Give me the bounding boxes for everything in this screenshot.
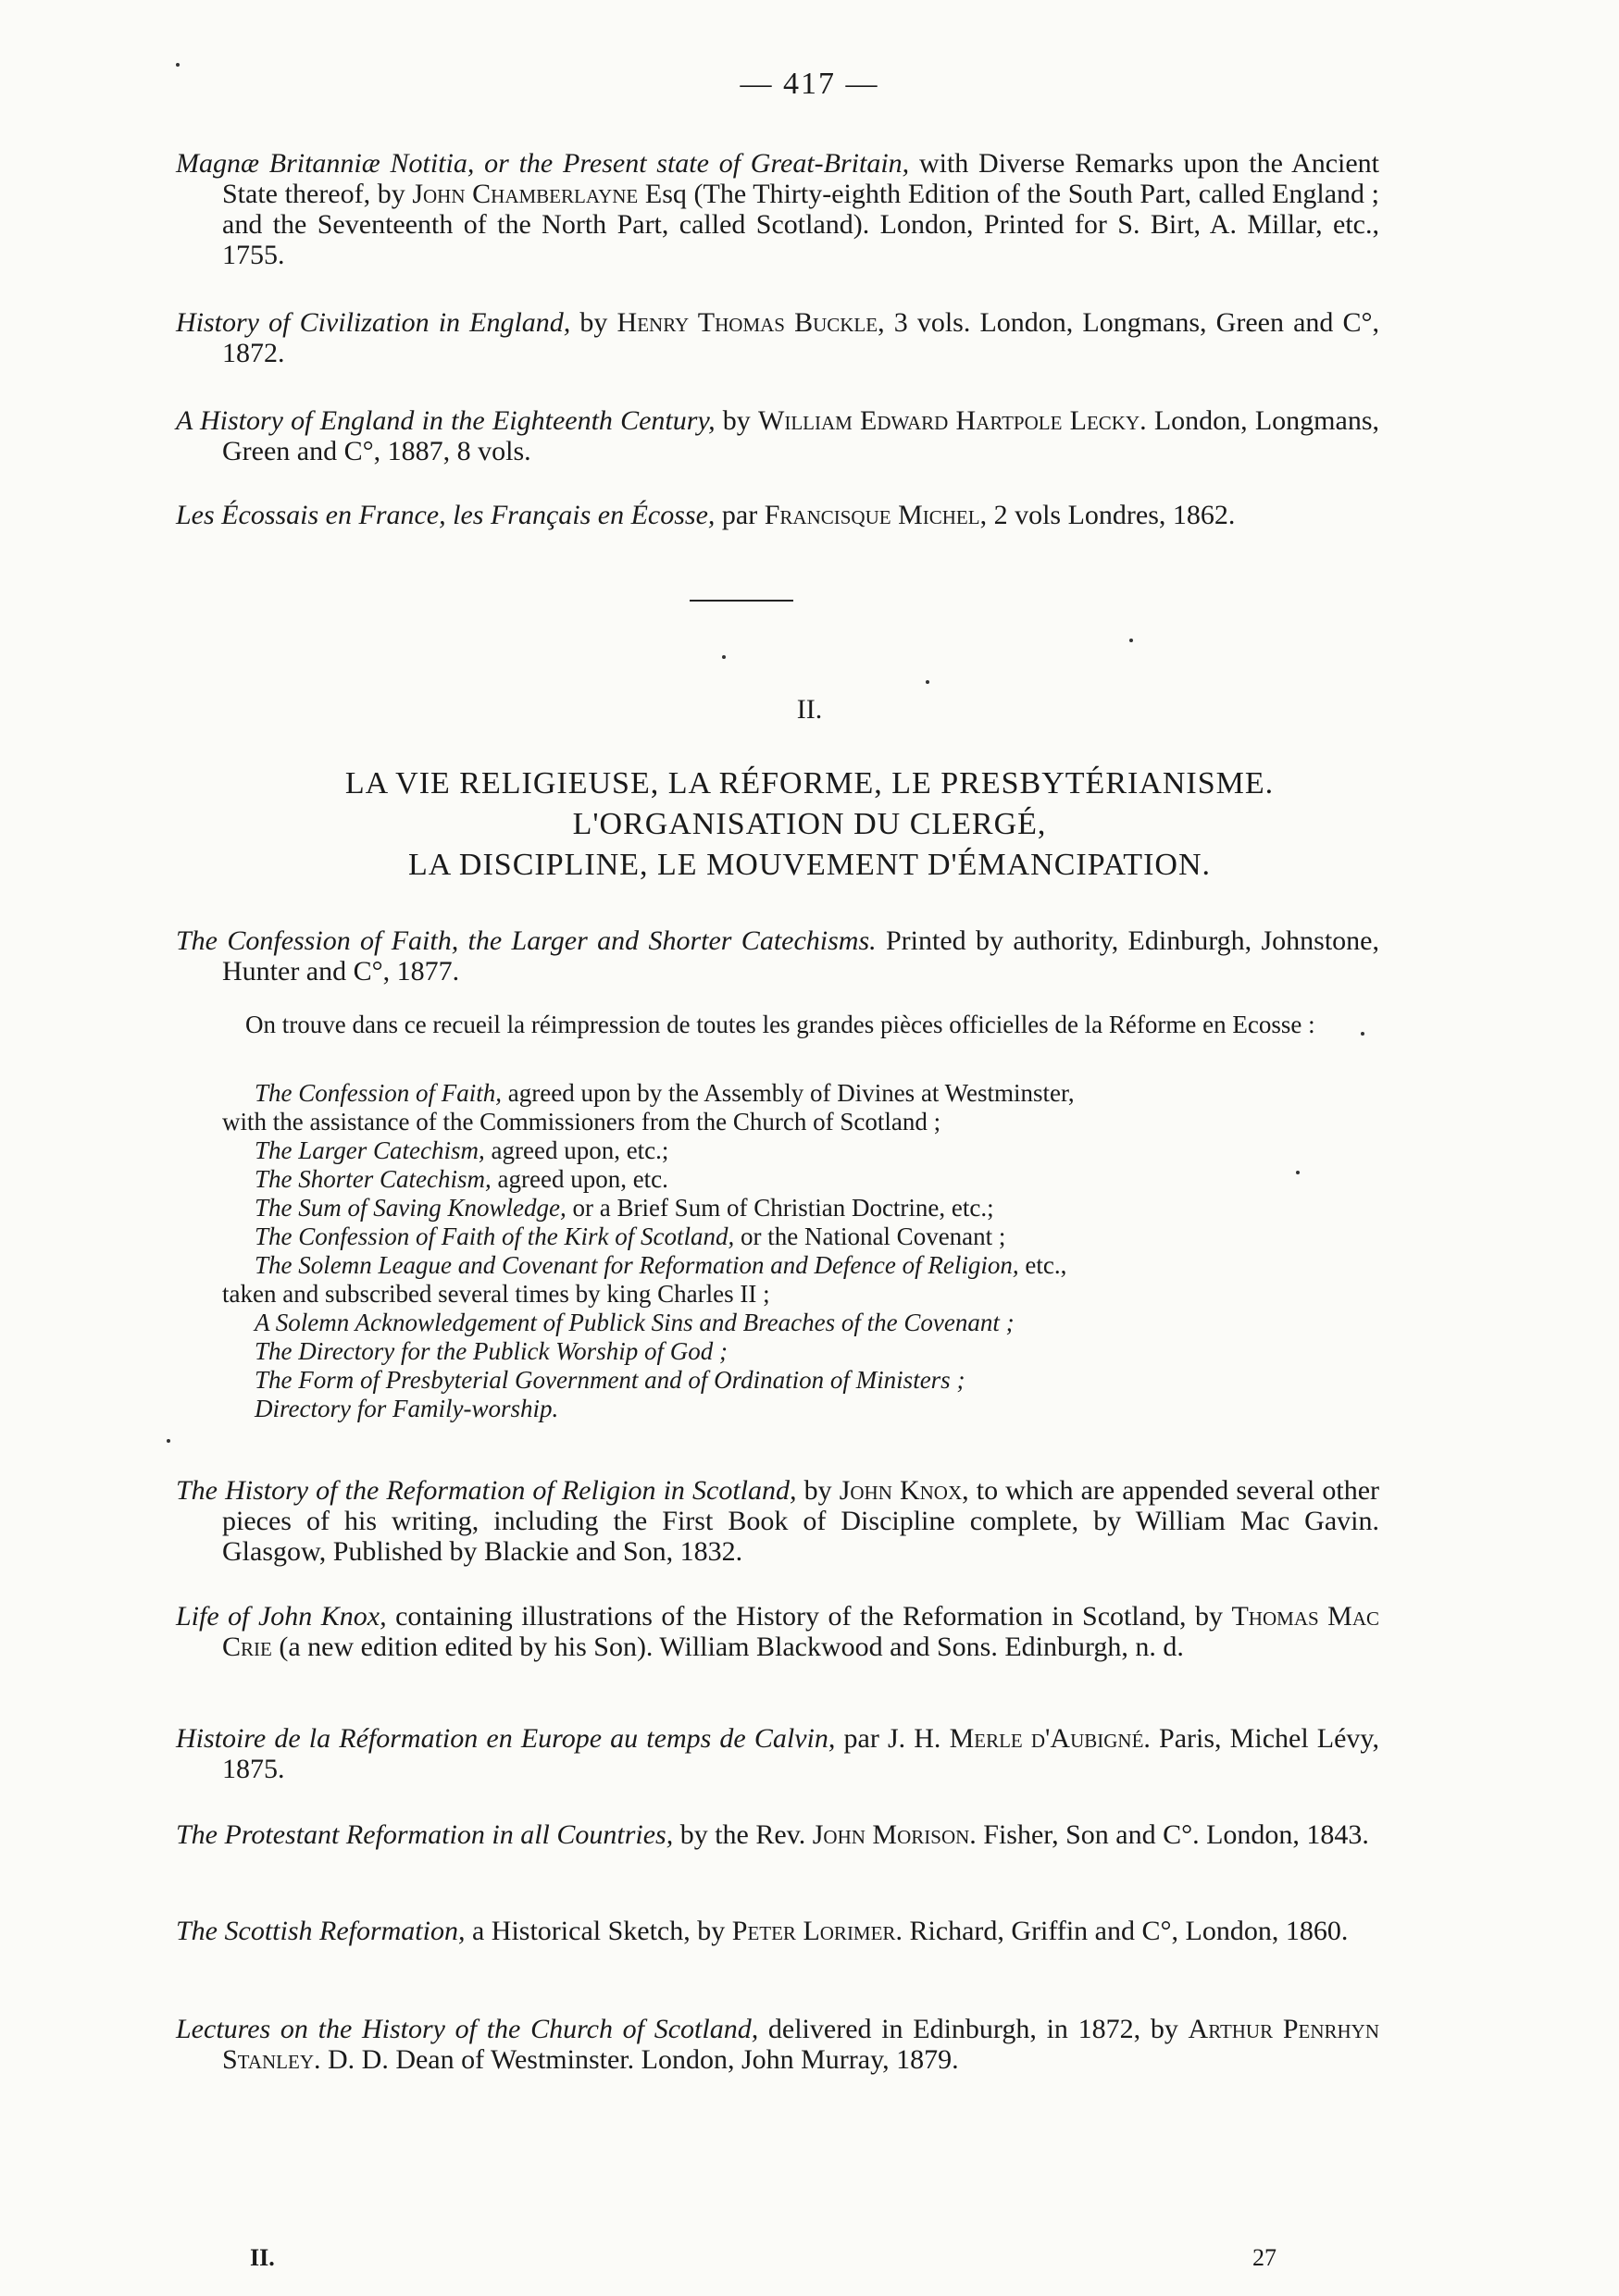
bib-entry: A History of England in the Eighteenth Century, by William Edward Hartpole Lecky. London, Longmans, Green and C°, 1887, 8 vols. [176, 405, 1379, 466]
list-item: A Solemn Acknowledgement of Publick Sins and Breaches of the Covenant ; [255, 1309, 1015, 1336]
scan-speck [176, 63, 180, 67]
list-item: The Solemn League and Covenant for Reformation and Defence of Religion, etc., [255, 1251, 1067, 1279]
section-heading-line-2: L'ORGANISATION DU CLERGÉ, [572, 807, 1047, 841]
list-item: The Confession of Faith, agreed upon by the Assembly of Divines at Westminster, [255, 1079, 1075, 1107]
bib-entry: History of Civilization in England, by Henry Thomas Buckle, 3 vols. London, Longmans, Green and C°, 1872. [176, 307, 1380, 368]
bib-entry: Life of John Knox, containing illustrations of the History of the Reformation in Scotland, by Thomas Mac Crie (a new edition edited by his Son). William Blackwood and Sons. Edinburgh, n. d. [176, 1601, 1379, 1662]
footer-signature: II. [250, 2244, 275, 2271]
list-item: The Sum of Saving Knowledge, or a Brief Sum of Christian Doctrine, etc.; [255, 1194, 994, 1222]
footer-number: 27 [1252, 2244, 1277, 2271]
bib-entry-confession: The Confession of Faith, the Larger and Shorter Catechisms. Printed by authority, Edinburgh, Johnstone, Hunter and C°, 1877. [176, 925, 1379, 987]
scan-speck [167, 1439, 170, 1443]
scan-speck [1296, 1171, 1300, 1174]
section-number: II. [796, 694, 823, 725]
bib-entry: The Scottish Reformation, a Historical Sketch, by Peter Lorimer. Richard, Griffin and C°, London, 1860. [176, 1916, 1349, 1946]
contents-list [222, 1079, 1361, 1423]
list-item-continuation: with the assistance of the Commissioners from the Church of Scotland ; [222, 1108, 941, 1136]
bib-entry: Magnæ Britanniæ Notitia, or the Present state of Great-Britain, with Diverse Remarks upon the Ancient State thereof, by John Chamberlayne Esq (The Thirty-eighth Edition of the South Part, called England ; and the Seventeenth of the North Part, called Scotland). London, Printed for S. Birt, A. Millar, etc., 1755. [176, 148, 1380, 270]
list-item: Directory for Family-worship. [255, 1395, 559, 1422]
scan-speck [722, 655, 726, 659]
bib-entry: Lectures on the History of the Church of Scotland, delivered in Edinburgh, in 1872, by Arthur Penrhyn Stanley. D. D. Dean of Westminster. London, John Murray, 1879. [176, 2014, 1379, 2075]
section-divider [690, 600, 793, 602]
bib-entry: The History of the Reformation of Religion in Scotland, by John Knox, to which are appended several other pieces of his writing, including the First Book of Discipline complete, by William Mac Gavin. Glasgow, Published by Blackie and Son, 1832. [176, 1475, 1379, 1567]
list-item: The Confession of Faith of the Kirk of Scotland, or the National Covenant ; [255, 1222, 1006, 1250]
scan-speck [926, 680, 929, 684]
section-heading-line-3: LA DISCIPLINE, LE MOUVEMENT D'ÉMANCIPATION. [407, 848, 1212, 882]
bib-entry: Histoire de la Réformation en Europe au temps de Calvin, par J. H. Merle d'Aubigné. Paris, Michel Lévy, 1875. [176, 1723, 1379, 1784]
list-item: The Larger Catechism, agreed upon, etc.; [255, 1136, 669, 1164]
list-item: The Form of Presbyterial Government and of Ordination of Ministers ; [255, 1366, 965, 1394]
bib-entry: Les Écossais en France, les Français en Écosse, par Francisque Michel, 2 vols Londres, 1862. [176, 500, 1236, 530]
page-number: — 417 — [740, 67, 879, 101]
list-item: The Directory for the Publick Worship of God ; [255, 1337, 728, 1365]
scan-speck [1129, 639, 1133, 642]
list-item-continuation: taken and subscribed several times by king Charles II ; [222, 1280, 770, 1308]
list-item: The Shorter Catechism, agreed upon, etc. [255, 1165, 668, 1193]
section-heading-line-1: LA VIE RELIGIEUSE, LA RÉFORME, LE PRESBYTÉRIANISME. [344, 766, 1275, 800]
bib-entry: The Protestant Reformation in all Countries, by the Rev. John Morison. Fisher, Son and C°. London, 1843. [176, 1819, 1369, 1850]
note-intro: On trouve dans ce recueil la réimpression de toutes les grandes pièces officielles de la Réforme en Ecosse : [245, 1011, 1315, 1038]
scan-speck [1361, 1032, 1364, 1036]
